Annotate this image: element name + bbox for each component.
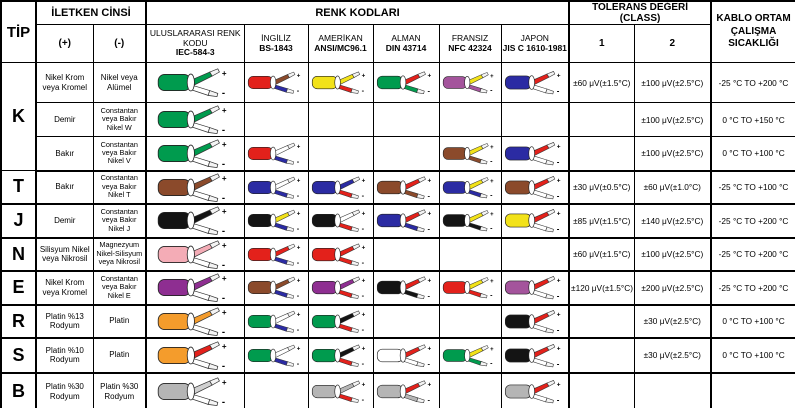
cable-icon — [376, 206, 437, 235]
svg-text:+: + — [361, 244, 365, 251]
cable-cell-din — [373, 338, 439, 373]
class2-cell: ±100 μV(±2.5°C) — [634, 103, 711, 137]
class2-cell: ±30 μV(±2.5°C) — [634, 305, 711, 338]
cable-cell-jis — [501, 204, 569, 238]
svg-text:+: + — [556, 344, 561, 352]
svg-text:+: + — [296, 177, 300, 185]
svg-text:-: - — [556, 224, 559, 234]
header-col-nfc-name: FRANSIZ — [451, 32, 489, 43]
svg-text:-: - — [489, 224, 492, 233]
svg-text:-: - — [556, 86, 559, 96]
svg-text:-: - — [361, 190, 364, 200]
cable-cell-bs — [244, 137, 308, 171]
svg-text:-: - — [361, 358, 364, 368]
cable-icon — [149, 377, 242, 406]
svg-text:+: + — [556, 381, 561, 389]
conductor-plus-cell: Nikel Krom veya Kromel — [36, 63, 93, 103]
cable-cell-ansi — [308, 204, 373, 238]
svg-text:-: - — [489, 86, 492, 95]
svg-text:-: - — [556, 191, 559, 201]
cable-icon — [149, 206, 242, 235]
svg-text:-: - — [489, 359, 492, 368]
cable-cell-ansi — [308, 103, 373, 137]
conductor-minus-cell: Constantan veya Bakır Nikel V — [93, 137, 146, 171]
svg-text:+: + — [426, 72, 431, 80]
table-row — [1, 338, 795, 373]
svg-text:+: + — [361, 311, 365, 318]
cable-icon — [247, 273, 306, 302]
header-col-ansi — [308, 25, 373, 63]
class2-cell: ±30 μV(±2.5°C) — [634, 338, 711, 373]
cable-cell-nfc — [439, 171, 501, 204]
svg-text:+: + — [221, 173, 227, 183]
class1-cell — [569, 305, 634, 338]
cable-cell-iec — [146, 137, 244, 171]
conductor-plus-cell: Bakır — [36, 171, 93, 204]
svg-text:-: - — [296, 156, 299, 166]
svg-text:-: - — [296, 257, 299, 267]
cable-icon — [442, 139, 499, 168]
svg-text:+: + — [489, 144, 494, 151]
svg-text:-: - — [296, 358, 299, 368]
cable-icon — [376, 341, 437, 370]
header-iletken-cinsi: İLETKEN CİNSİ — [36, 1, 146, 25]
cable-cell-nfc — [439, 137, 501, 171]
cable-icon — [247, 173, 306, 202]
svg-text:-: - — [489, 191, 492, 200]
header-class-1: 1 — [569, 25, 634, 63]
svg-text:+: + — [489, 211, 494, 218]
table-row — [1, 238, 795, 271]
temp-range-cell: -25 °C TO +200 °C — [711, 271, 795, 305]
svg-text:+: + — [221, 341, 227, 351]
cable-cell-nfc — [439, 305, 501, 338]
svg-text:-: - — [296, 190, 299, 200]
cable-cell-ansi — [308, 271, 373, 305]
class1-cell: ±85 μV(±1.5°C) — [569, 204, 634, 238]
cable-icon — [311, 307, 371, 336]
svg-text:-: - — [426, 291, 430, 301]
cable-cell-bs — [244, 171, 308, 204]
cable-cell-din — [373, 238, 439, 271]
svg-text:-: - — [361, 257, 364, 267]
class1-cell — [569, 338, 634, 373]
header-col-iec — [146, 25, 244, 63]
cable-icon — [311, 206, 371, 235]
tip-cell-K: K — [1, 63, 36, 171]
cable-cell-din — [373, 373, 439, 408]
cable-cell-nfc — [439, 103, 501, 137]
table-body — [1, 63, 795, 408]
tip-cell-B: B — [1, 373, 36, 408]
header-col-jis-code: JIS C 1610-1981 — [502, 42, 567, 53]
header-col-nfc-code: NFC 42324 — [448, 42, 492, 53]
svg-text:-: - — [361, 395, 364, 405]
svg-text:+: + — [556, 72, 561, 80]
class1-cell: ±120 μV(±1.5°C) — [569, 271, 634, 305]
cable-cell-nfc — [439, 271, 501, 305]
svg-text:-: - — [221, 158, 226, 168]
cable-icon — [442, 273, 499, 302]
cable-cell-bs — [244, 103, 308, 137]
class1-cell — [569, 103, 634, 137]
svg-text:-: - — [221, 397, 226, 406]
cable-cell-jis — [501, 171, 569, 204]
svg-text:+: + — [426, 277, 431, 285]
conductor-plus-cell: Silisyum Nikel veya Nikrosil — [36, 238, 93, 271]
cable-icon — [311, 173, 371, 202]
cable-cell-ansi — [308, 373, 373, 408]
cable-icon — [504, 377, 567, 406]
cable-cell-jis — [501, 103, 569, 137]
header-col-jis-name: JAPON — [520, 32, 549, 43]
cable-icon — [376, 377, 437, 406]
cable-cell-ansi — [308, 305, 373, 338]
svg-text:-: - — [426, 86, 430, 96]
svg-text:-: - — [361, 224, 364, 234]
cable-cell-jis — [501, 137, 569, 171]
svg-text:+: + — [221, 307, 227, 317]
class2-cell: ±100 μV(±2.5°C) — [634, 137, 711, 171]
class1-cell: ±30 μV(±0.5°C) — [569, 171, 634, 204]
cable-cell-iec — [146, 305, 244, 338]
header-col-din — [373, 25, 439, 63]
conductor-minus-cell: Constantan veya Bakır Nikel E — [93, 271, 146, 305]
cable-icon — [247, 341, 306, 370]
cable-cell-iec — [146, 238, 244, 271]
cable-icon — [149, 68, 242, 97]
cable-icon — [442, 206, 499, 235]
conductor-minus-cell: Constantan veya Bakır Nikel W — [93, 103, 146, 137]
svg-text:-: - — [556, 291, 559, 301]
cable-icon — [504, 307, 567, 336]
table-row — [1, 204, 795, 238]
class1-cell — [569, 137, 634, 171]
cable-cell-iec — [146, 204, 244, 238]
svg-text:-: - — [296, 324, 299, 334]
header-col-din-code: DIN 43714 — [385, 42, 427, 53]
cable-icon — [376, 68, 437, 97]
class1-cell: ±60 μV(±1.5°C) — [569, 238, 634, 271]
cable-cell-bs — [244, 373, 308, 408]
svg-text:-: - — [361, 324, 364, 334]
svg-text:+: + — [426, 344, 431, 352]
conductor-minus-cell: Platin %30 Rodyum — [93, 373, 146, 408]
svg-text:+: + — [296, 72, 300, 80]
cable-cell-din — [373, 271, 439, 305]
svg-text:+: + — [296, 345, 300, 353]
cable-cell-ansi — [308, 238, 373, 271]
header-col-ansi-code: ANSI/MC96.1 — [314, 42, 367, 53]
temp-range-cell: 0 °C TO +100 °C — [711, 305, 795, 338]
temp-range-cell: 0 °C TO +100 °C — [711, 338, 795, 373]
cable-cell-iec — [146, 271, 244, 305]
svg-text:+: + — [361, 72, 365, 80]
class2-cell: ±200 μV(±2.5°C) — [634, 271, 711, 305]
cable-cell-iec — [146, 171, 244, 204]
cable-cell-iec — [146, 338, 244, 373]
header-tolerans: TOLERANS DEĞERİ (CLASS) — [569, 1, 711, 25]
cable-icon — [149, 307, 242, 336]
table-row — [1, 373, 795, 408]
svg-text:-: - — [361, 291, 364, 301]
cable-cell-bs — [244, 271, 308, 305]
svg-text:+: + — [556, 143, 561, 151]
temp-range-cell: -25 °C TO +100 °C — [711, 171, 795, 204]
conductor-plus-cell: Platin %30 Rodyum — [36, 373, 93, 408]
cable-icon — [504, 139, 567, 168]
conductor-plus-cell: Bakır — [36, 137, 93, 171]
cable-icon — [311, 341, 371, 370]
svg-text:-: - — [221, 192, 226, 202]
cable-cell-nfc — [439, 373, 501, 408]
svg-text:-: - — [221, 259, 226, 269]
header-col-nfc — [439, 25, 501, 63]
svg-text:+: + — [221, 274, 227, 284]
svg-text:-: - — [556, 325, 559, 335]
svg-text:+: + — [489, 73, 494, 80]
cable-icon — [442, 341, 499, 370]
cable-icon — [247, 206, 306, 235]
header-renk-kodlari: RENK KODLARI — [146, 1, 569, 25]
cable-icon — [311, 377, 371, 406]
svg-text:-: - — [556, 395, 559, 405]
svg-text:-: - — [426, 190, 430, 200]
cable-cell-din — [373, 305, 439, 338]
header-minus: (-) — [93, 25, 146, 63]
cable-icon — [504, 273, 567, 302]
tip-cell-S: S — [1, 338, 36, 373]
cable-icon — [504, 341, 567, 370]
header-col-iec-code: IEC-584-3 — [175, 47, 215, 58]
table-row — [1, 271, 795, 305]
svg-text:+: + — [221, 139, 227, 149]
cable-icon — [149, 273, 242, 302]
svg-text:-: - — [556, 157, 559, 167]
svg-text:+: + — [296, 311, 300, 319]
svg-text:+: + — [221, 240, 227, 250]
svg-text:-: - — [361, 86, 364, 96]
svg-text:+: + — [221, 207, 227, 217]
cable-icon — [504, 173, 567, 202]
cable-icon — [311, 240, 371, 269]
class2-cell: ±60 μV(±1.0°C) — [634, 171, 711, 204]
class2-cell: ±140 μV(±2.5°C) — [634, 204, 711, 238]
cable-cell-din — [373, 103, 439, 137]
conductor-minus-cell: Constantan veya Bakır Nikel J — [93, 204, 146, 238]
header-col-din-name: ALMAN — [391, 32, 421, 43]
header-class-2: 2 — [634, 25, 711, 63]
cable-icon — [149, 341, 242, 370]
conductor-plus-cell: Platin %10 Rodyum — [36, 338, 93, 373]
cable-cell-ansi — [308, 171, 373, 204]
cable-cell-jis — [501, 305, 569, 338]
svg-text:-: - — [489, 291, 492, 300]
svg-text:+: + — [296, 244, 300, 252]
temp-range-cell: -25 °C TO +200 °C — [711, 204, 795, 238]
conductor-minus-cell: Nikel veya Alümel — [93, 63, 146, 103]
cable-cell-iec — [146, 103, 244, 137]
conductor-plus-cell: Demir — [36, 103, 93, 137]
header-kablo-ortam: KABLO ORTAM ÇALIŞMA SICAKLIĞI — [711, 1, 795, 63]
cable-cell-iec — [146, 63, 244, 103]
cable-cell-jis — [501, 271, 569, 305]
svg-text:+: + — [489, 346, 494, 353]
tip-cell-R: R — [1, 305, 36, 338]
tip-cell-T: T — [1, 171, 36, 204]
cable-cell-din — [373, 63, 439, 103]
table-row — [1, 171, 795, 204]
tip-cell-E: E — [1, 271, 36, 305]
cable-icon — [442, 68, 499, 97]
svg-text:-: - — [296, 290, 299, 300]
svg-text:+: + — [556, 210, 561, 218]
cable-icon — [149, 139, 242, 168]
cable-cell-jis — [501, 63, 569, 103]
conductor-minus-cell: Magnezyum Nikel-Silisyum veya Nikrosil — [93, 238, 146, 271]
cable-icon — [149, 105, 242, 134]
cable-cell-jis — [501, 338, 569, 373]
svg-text:-: - — [221, 326, 226, 336]
cable-cell-bs — [244, 305, 308, 338]
svg-text:-: - — [221, 293, 226, 302]
svg-text:-: - — [221, 125, 226, 134]
header-tip: TİP — [1, 1, 36, 63]
class2-cell — [634, 373, 711, 408]
svg-text:+: + — [489, 278, 494, 285]
svg-text:+: + — [221, 69, 227, 79]
svg-text:-: - — [221, 88, 226, 97]
cable-icon — [247, 68, 306, 97]
conductor-plus-cell: Platin %13 Rodyum — [36, 305, 93, 338]
cable-cell-din — [373, 204, 439, 238]
svg-text:+: + — [361, 277, 365, 285]
svg-text:+: + — [296, 143, 300, 151]
cable-icon — [311, 68, 371, 97]
svg-text:+: + — [361, 177, 365, 184]
svg-text:-: - — [426, 395, 430, 405]
header-col-ansi-name: AMERİKAN — [318, 32, 363, 43]
svg-text:-: - — [426, 224, 430, 234]
svg-text:+: + — [361, 345, 365, 352]
svg-text:+: + — [556, 310, 561, 318]
conductor-minus-cell: Constantan veya Bakır Nikel T — [93, 171, 146, 204]
table-row — [1, 137, 795, 171]
cable-cell-bs — [244, 63, 308, 103]
header-col-bs-name: İNGİLİZ — [261, 32, 291, 43]
conductor-plus-cell: Demir — [36, 204, 93, 238]
cable-icon — [149, 240, 242, 269]
svg-text:+: + — [426, 210, 431, 218]
svg-text:-: - — [426, 358, 430, 368]
svg-text:+: + — [556, 176, 561, 184]
class2-cell: ±100 μV(±2.5°C) — [634, 238, 711, 271]
cable-cell-nfc — [439, 63, 501, 103]
cable-icon — [311, 273, 371, 302]
cable-cell-din — [373, 171, 439, 204]
svg-text:-: - — [221, 226, 226, 235]
svg-text:-: - — [489, 157, 492, 166]
cable-icon — [504, 68, 567, 97]
temp-range-cell — [711, 373, 795, 408]
class1-cell: ±60 μV(±1.5°C) — [569, 63, 634, 103]
cable-icon — [247, 139, 306, 168]
conductor-plus-cell: Nikel Krom veya Kromel — [36, 271, 93, 305]
header-col-iec-name: ULUSLARARASI RENK KODU — [149, 27, 241, 48]
svg-text:+: + — [361, 381, 365, 389]
svg-text:-: - — [221, 360, 226, 370]
conductor-minus-cell: Platin — [93, 305, 146, 338]
cable-cell-nfc — [439, 238, 501, 271]
cable-icon — [442, 173, 499, 202]
svg-text:+: + — [296, 210, 300, 218]
cable-cell-jis — [501, 373, 569, 408]
header-col-bs-code: BS-1843 — [259, 42, 293, 53]
cable-cell-bs — [244, 204, 308, 238]
temp-range-cell: 0 °C TO +100 °C — [711, 137, 795, 171]
header-plus: (+) — [36, 25, 93, 63]
cable-icon — [247, 240, 306, 269]
header-col-jis — [501, 25, 569, 63]
svg-text:+: + — [296, 277, 300, 285]
svg-text:-: - — [296, 85, 299, 95]
tip-cell-J: J — [1, 204, 36, 238]
svg-text:+: + — [221, 106, 227, 116]
svg-text:+: + — [221, 378, 227, 388]
cable-cell-bs — [244, 338, 308, 373]
cable-icon — [149, 173, 242, 202]
conductor-minus-cell: Platin — [93, 338, 146, 373]
cable-cell-ansi — [308, 63, 373, 103]
cable-cell-din — [373, 137, 439, 171]
svg-text:+: + — [361, 210, 365, 218]
temp-range-cell: -25 °C TO +200 °C — [711, 238, 795, 271]
svg-text:-: - — [296, 223, 299, 233]
cable-icon — [504, 206, 567, 235]
cable-icon — [376, 273, 437, 302]
cable-cell-jis — [501, 238, 569, 271]
header-col-bs — [244, 25, 308, 63]
cable-icon — [376, 173, 437, 202]
temp-range-cell: -25 °C TO +200 °C — [711, 63, 795, 103]
svg-text:+: + — [426, 176, 431, 184]
cable-cell-bs — [244, 238, 308, 271]
tip-cell-N: N — [1, 238, 36, 271]
cable-cell-nfc — [439, 338, 501, 373]
class1-cell — [569, 373, 634, 408]
temp-range-cell: 0 °C TO +150 °C — [711, 103, 795, 137]
cable-cell-iec — [146, 373, 244, 408]
svg-text:+: + — [426, 381, 431, 389]
svg-text:-: - — [556, 359, 559, 369]
class2-cell: ±100 μV(±2.5°C) — [634, 63, 711, 103]
svg-text:+: + — [489, 178, 494, 185]
table-row — [1, 103, 795, 137]
cable-icon — [247, 307, 306, 336]
cable-cell-ansi — [308, 338, 373, 373]
table-row — [1, 63, 795, 103]
cable-cell-ansi — [308, 137, 373, 171]
svg-text:+: + — [556, 277, 561, 285]
table-row — [1, 305, 795, 338]
cable-cell-nfc — [439, 204, 501, 238]
